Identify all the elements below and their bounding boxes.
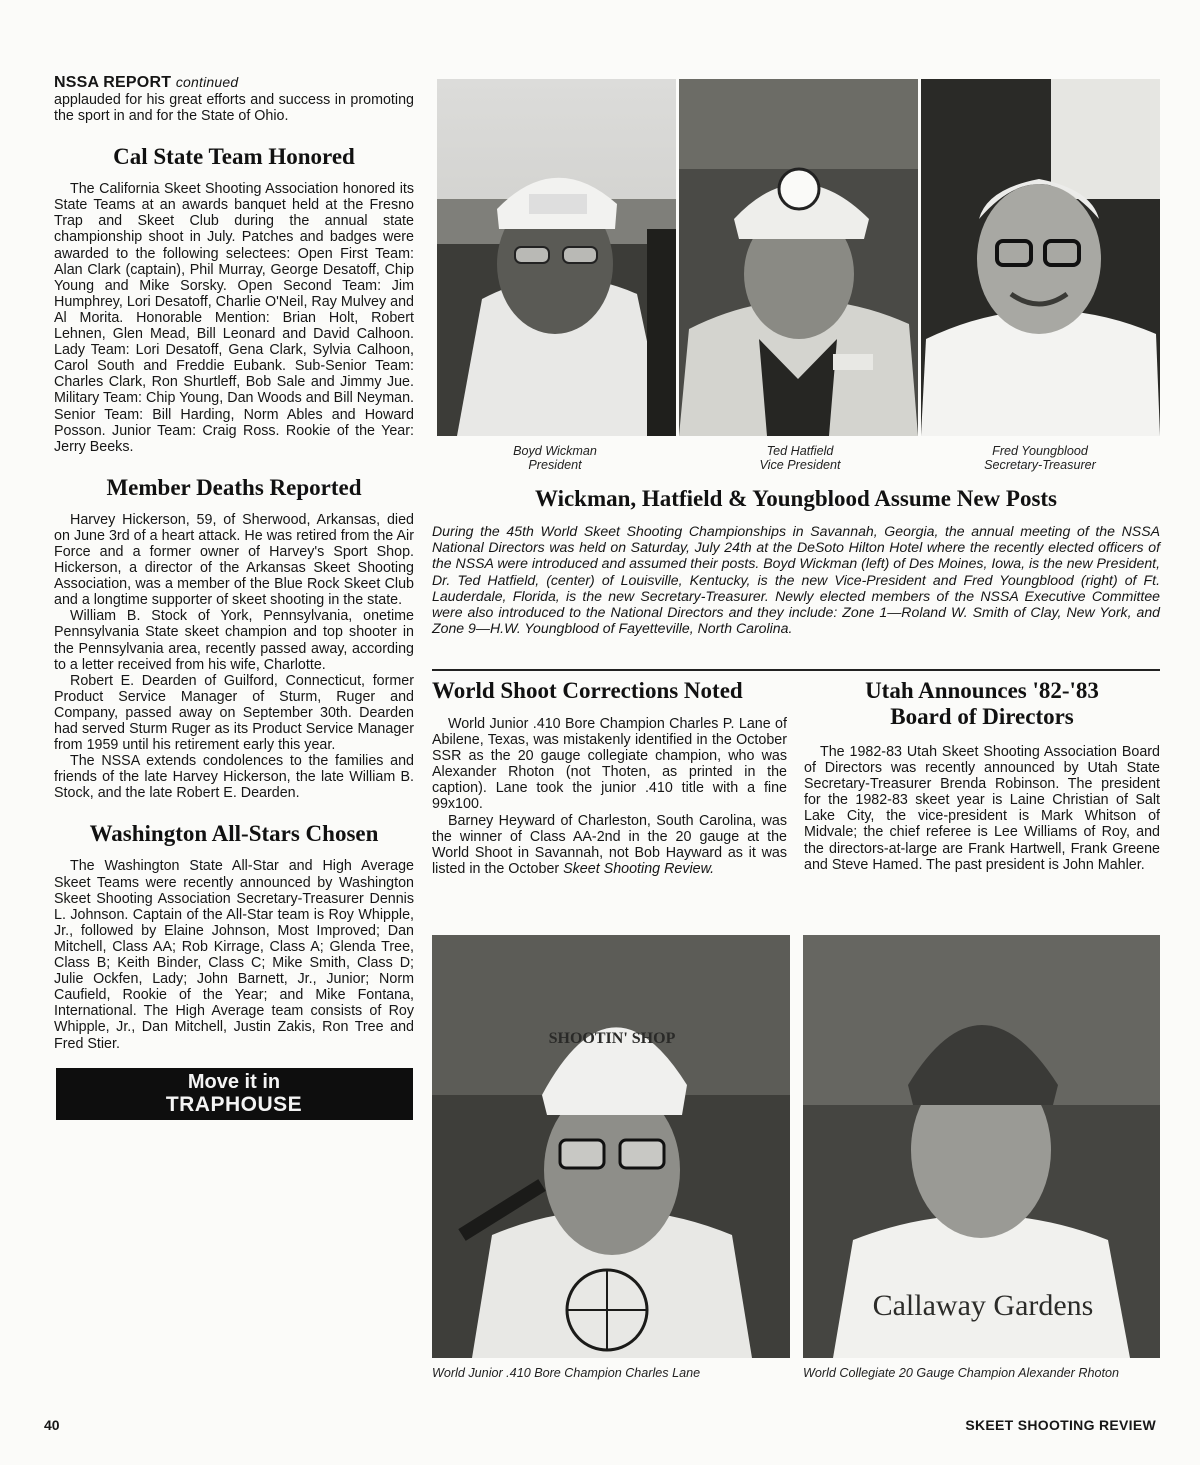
section-divider [432, 669, 1160, 671]
page-number: 40 [44, 1417, 60, 1433]
officers-headline: Wickman, Hatfield & Youngblood Assume New Posts [534, 486, 1058, 511]
caption-wickman: Boyd Wickman President [513, 444, 597, 472]
traphouse-ad: Move it in TRAPHOUSE [56, 1068, 413, 1120]
publication-name: SKEET SHOOTING REVIEW [965, 1417, 1156, 1433]
washington-headline: Washington All-Stars Chosen [89, 821, 379, 847]
photo-alexander-rhoton [803, 935, 1160, 1358]
utah-article: The 1982-83 Utah Skeet Shooting Association Board of Directors was recently announced by Utah State Secretary-Treasurer Brenda Robinson. The president for the 1982-83 skeet year is Laine Christian of Salt Lake City, the vice-president is Mark Whitson of Midvale; the chief referee is Lee Williams of Roy, and the directors-at-large are Frank Hartwell, Frank Greene and Steve Hamed. The past president is John Mahler. [804, 744, 1160, 873]
photo-fred-youngblood [921, 79, 1160, 436]
cal-state-article: The California Skeet Shooting Association honored its State Teams at an awards banquet held at the Fresno Trap and Skeet Club during the annual state championship shoot in July. Patches and badges were awarded to the following selectees: Open First Team: Alan Clark (captain), Phil Murray, George Desatoff, Chip Young and Mike Sorsky. Open Second Team: Jim Humphrey, Lori Desatoff, Charlie O'Neil, Ray Mulvey and Al Morita. Honorable Mention: Brian Holt, Robert Lehnen, Glen Mead, Bill Leonard and David Calhoon. Lady Team: Lori Desatoff, Gena Clark, Sylvia Calhoon, Carol South and Freddie Eubank. Sub-Senior Team: Charles Clark, Ron Shurtleff, Bob Sale and Jimmy Jue. Military Team: Chip Young, Dan Woods and Bill Neyman. Senior Team: Bill Harding, Norm Ables and Howard Posson. Junior Team: Craig Ross. Rookie of the Year: Jerry Beeks. [54, 181, 414, 455]
washington-article: The Washington State All-Star and High Average Skeet Teams were recently announced by Washington Skeet Shooting Association Secretary-Treasurer Dennis L. Johnson. Captain of the All-Star team is Roy Whipple, Jr., followed by Elaine Johnson, Most Improved; Dan Mitchell, Class AA; Rob Kirrage, Class A; Glenda Tree, Class B; Keith Binder, Class C; Mike Smith, Class D; Julie Ockfen, Lady; John Barnett, Jr., Junior; Norm Caufield, Rookie of the Year; and Mike Fontana, International. The High Average team consists of Roy Whipple, Jr., Dan Mitchell, Justin Zakis, Ron Tree and Fred Stier. [54, 858, 414, 1052]
photo-boyd-wickman [437, 79, 676, 436]
utah-column [804, 678, 1160, 873]
left-column [54, 74, 414, 1120]
cap-logo-text: SHOOTIN' SHOP [548, 1030, 676, 1047]
member-deaths-headline: Member Deaths Reported [106, 474, 362, 500]
corrections-headline: World Shoot Corrections Noted [432, 678, 743, 703]
section-kicker: NSSA REPORT continued [54, 74, 239, 91]
photo-ted-hatfield [679, 79, 918, 436]
caption-youngblood: Fred Youngblood Secretary-Treasurer [984, 444, 1096, 472]
officers-lead: During the 45th World Skeet Shooting Championships in Savannah, Georgia, the annual meeting of the NSSA National Directors was held on Saturday, July 24th at the DeSoto Hilton Hotel where the recently elected officers of the NSSA were introduced and assumed their posts. Boyd Wickman (left) of Des Moines, Iowa, is the new President, Dr. Ted Hatfield, (center) of Louisville, Kentucky, is the new Vice-President and Fred Youngblood (right) of Ft. Lauderdale, Florida, is the new Secretary-Treasurer. Newly elected members of the NSSA Executive Committee were also introduced to the National Directors and they include: Zone 1—Roland W. Smith of Clay, New York, and Zone 9—H.W. Youngblood of Fayetteville, North Carolina. [432, 523, 1160, 637]
cal-state-headline: Cal State Team Honored [113, 144, 355, 170]
shirt-logo-text: Callaway Gardens [872, 1289, 1094, 1322]
corrections-column [432, 678, 787, 877]
utah-headline: Utah Announces '82-'83 Board of Directors [865, 678, 1099, 729]
caption-lane: World Junior .410 Bore Champion Charles Lane [432, 1366, 701, 1380]
photo-charles-lane [432, 935, 790, 1358]
member-deaths-article: Harvey Hickerson, 59, of Sherwood, Arkansas, died on June 3rd of a heart attack. He was retired from the Air Force and a former owner of Harvey's Sport Shop. Hickerson, a director of the Arkansas Skeet Shooting Association, was a member of the Blue Rock Skeet Club and a longtime supporter of skeet shooting in the state. William B. Stock of York, Pennsylvania, onetime Pennsylvania State skeet champion and top shooter in the Pennsylvania area, recently passed away, according to a letter received from his wife, Charlotte. Robert E. Dearden of Guilford, Connecticut, former Product Service Manager of Sturm, Ruger and Company, passed away on September 30th. Dearden had served Sturm Ruger as its Product Service Manager from 1959 until his retirement early this year. The NSSA extends condolences to the families and friends of the late Harvey Hickerson, the late William B. Stock, and the late Robert E. Dearden. [54, 511, 414, 802]
caption-rhoton: World Collegiate 20 Gauge Champion Alexander Rhoton [803, 1366, 1119, 1380]
intro-text: applauded for his great efforts and success in promoting the sport in and for the State of Ohio. [54, 92, 414, 125]
corrections-article: World Junior .410 Bore Champion Charles P. Lane of Abilene, Texas, was mistakenly identified in the October SSR as the 20 gauge collegiate champion, who was Alexander Rhoton (not Thoten, as printed in the caption). Lane took the junior .410 title with a fine 99x100. Barney Heyward of Charleston, South Carolina, was the winner of Class AA-2nd in the 20 gauge at the World Shoot in Savannah, not Bob Hayward as it was listed in the October Skeet Shooting Review. [432, 716, 787, 877]
caption-hatfield: Ted Hatfield Vice President [759, 444, 841, 472]
